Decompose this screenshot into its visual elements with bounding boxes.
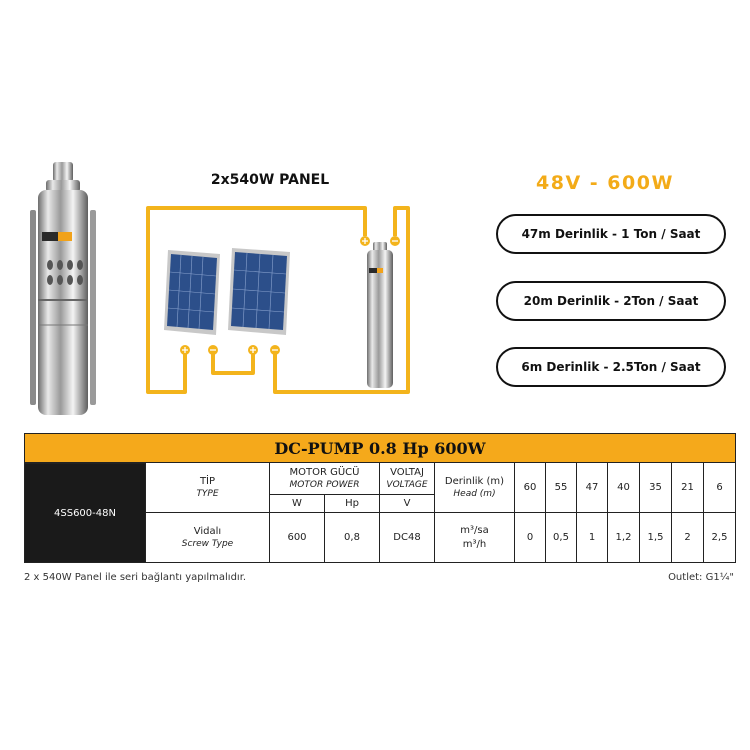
flow-value: 2,5	[704, 513, 736, 563]
flow-value: 0	[515, 513, 546, 563]
type-header	[146, 463, 270, 513]
footer-note: 2 x 540W Panel ile seri bağlantı yapılmalıdır.	[24, 572, 247, 583]
motor-hp-unit: Hp	[325, 495, 380, 513]
head-value: 60	[515, 463, 546, 513]
depth-label: Derinlik (m)	[444, 475, 505, 487]
solar-panel	[164, 250, 220, 335]
voltage-label: VOLTAJ	[390, 466, 424, 478]
type-value-en: Screw Type	[181, 539, 234, 550]
flow-label-en: m³/h	[462, 538, 487, 550]
head-value: 35	[640, 463, 672, 513]
type-label-en: TYPE	[196, 489, 219, 500]
voltage-value: DC48	[380, 513, 435, 563]
head-value: 40	[608, 463, 640, 513]
depth-header	[435, 463, 515, 513]
flow-value: 1,2	[608, 513, 640, 563]
table-title: DC-PUMP 0.8 Hp 600W	[24, 433, 736, 463]
model-cell: 4SS600-48N	[24, 463, 146, 563]
motor-header	[270, 463, 380, 495]
pump-small	[367, 242, 393, 388]
motor-hp-value: 0,8	[325, 513, 380, 563]
pump-image	[28, 160, 98, 420]
flow-value: 2	[672, 513, 704, 563]
spec-headline: 48V - 600W	[536, 172, 674, 194]
voltage-label-en: VOLTAGE	[386, 480, 428, 491]
head-value: 47	[577, 463, 608, 513]
rate-badge: 47m Derinlik - 1 Ton / Saat	[496, 214, 726, 254]
head-value: 21	[672, 463, 704, 513]
motor-label-en: MOTOR POWER	[289, 480, 360, 491]
depth-label-en: Head (m)	[453, 489, 496, 500]
footer-outlet: Outlet: G1¼"	[668, 572, 734, 583]
flow-value: 0,5	[546, 513, 577, 563]
type-value: Vidalı	[193, 525, 222, 537]
flow-header	[435, 513, 515, 563]
flow-value: 1,5	[640, 513, 672, 563]
head-value: 55	[546, 463, 577, 513]
flow-value: 1	[577, 513, 608, 563]
motor-label: MOTOR GÜCÜ	[289, 466, 360, 478]
head-value: 6	[704, 463, 736, 513]
voltage-header	[380, 463, 435, 495]
voltage-unit: V	[380, 495, 435, 513]
wiring-diagram	[140, 170, 430, 410]
rate-badge: 20m Derinlik - 2Ton / Saat	[496, 281, 726, 321]
solar-panel	[228, 248, 290, 335]
rate-badge: 6m Derinlik - 2.5Ton / Saat	[496, 347, 726, 387]
type-label: TİP	[199, 475, 216, 487]
type-value-cell	[146, 513, 270, 563]
diagram-title: 2x540W PANEL	[210, 172, 330, 188]
motor-w-unit: W	[270, 495, 325, 513]
motor-w-value: 600	[270, 513, 325, 563]
flow-label: m³/sa	[460, 525, 489, 536]
